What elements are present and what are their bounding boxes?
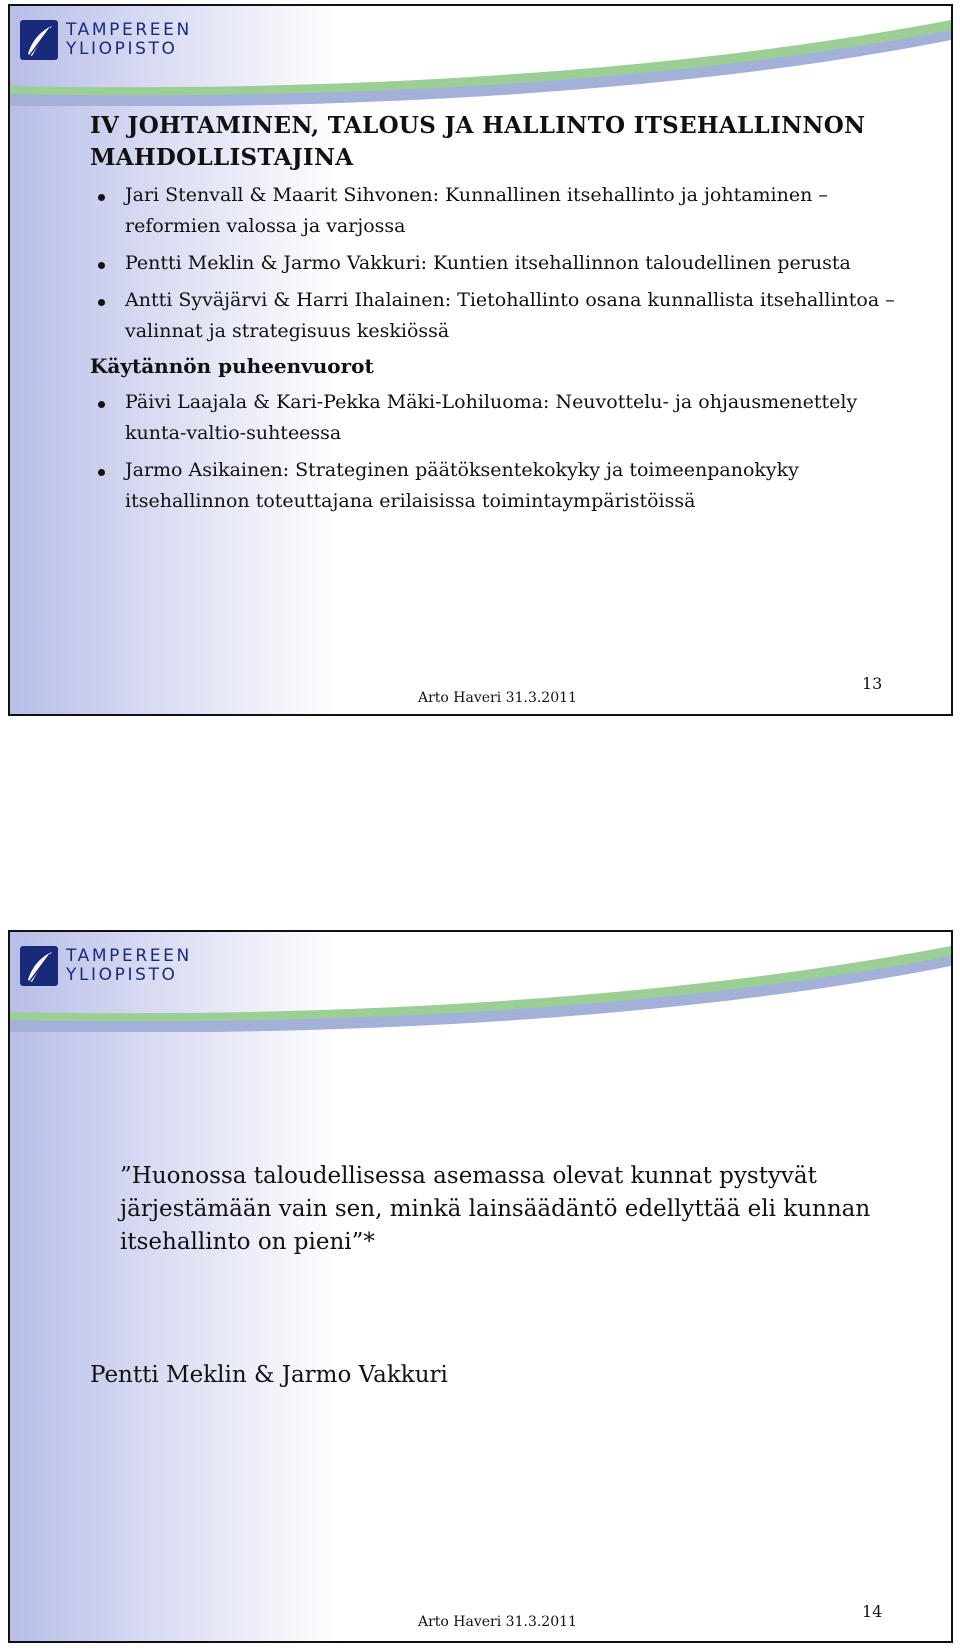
logo-line1: TAMPEREEN [66, 946, 192, 966]
slide-13 [8, 4, 953, 716]
university-logo [20, 20, 192, 60]
list-item: Jari Stenvall & Maarit Sihvonen: Kunnallinen itsehallinto ja johtaminen – reformien valossa ja varjossa [90, 180, 901, 242]
bullet-icon [98, 194, 105, 201]
logo-line1: TAMPEREEN [66, 20, 192, 40]
section-subheading: Käytännön puheenvuorot [90, 354, 374, 378]
logo-line2: YLIOPISTO [66, 39, 178, 59]
bullet-icon [98, 262, 105, 269]
page-number: 13 [862, 674, 883, 693]
university-logo [20, 946, 192, 986]
logo-line2: YLIOPISTO [66, 965, 178, 985]
bullet-icon [98, 469, 105, 476]
slide-14 [8, 930, 953, 1643]
slide-footer: Arto Haveri 31.3.2011 [418, 690, 577, 706]
slide-footer: Arto Haveri 31.3.2011 [418, 1614, 577, 1630]
side-gradient [10, 932, 340, 1641]
bullet-icon [98, 401, 105, 408]
list-item: Pentti Meklin & Jarmo Vakkuri: Kuntien itsehallinnon taloudellinen perusta [90, 248, 901, 279]
bullet-icon [98, 299, 105, 306]
list-item: Jarmo Asikainen: Strateginen päätöksentekokyky ja toimeenpanokyky itsehallinnon toteuttajana erilaisissa toimintaympäristöissä [90, 455, 901, 517]
slide-content [90, 110, 901, 517]
list-item: Päivi Laajala & Kari-Pekka Mäki-Lohiluoma: Neuvottelu- ja ohjausmenettely kunta-valtio-suhteessa [90, 387, 901, 449]
logo-leaf-icon [20, 20, 58, 60]
page-number: 14 [862, 1602, 883, 1621]
logo-leaf-icon [20, 946, 58, 986]
quote-author: Pentti Meklin & Jarmo Vakkuri [90, 1362, 448, 1388]
slide-heading: IV JOHTAMINEN, TALOUS JA HALLINTO ITSEHALLINNON MAHDOLLISTAJINA [90, 112, 866, 171]
list-item: Antti Syväjärvi & Harri Ihalainen: Tietohallinto osana kunnallista itsehallintoa – valinnat ja strategisuus keskiössä [90, 285, 901, 347]
quote-text: ”Huonossa taloudellisessa asemassa olevat kunnat pystyvät järjestämään vain sen, minkä lainsäädäntö edellyttää eli kunnan itsehallinto on pieni”* [120, 1163, 871, 1255]
